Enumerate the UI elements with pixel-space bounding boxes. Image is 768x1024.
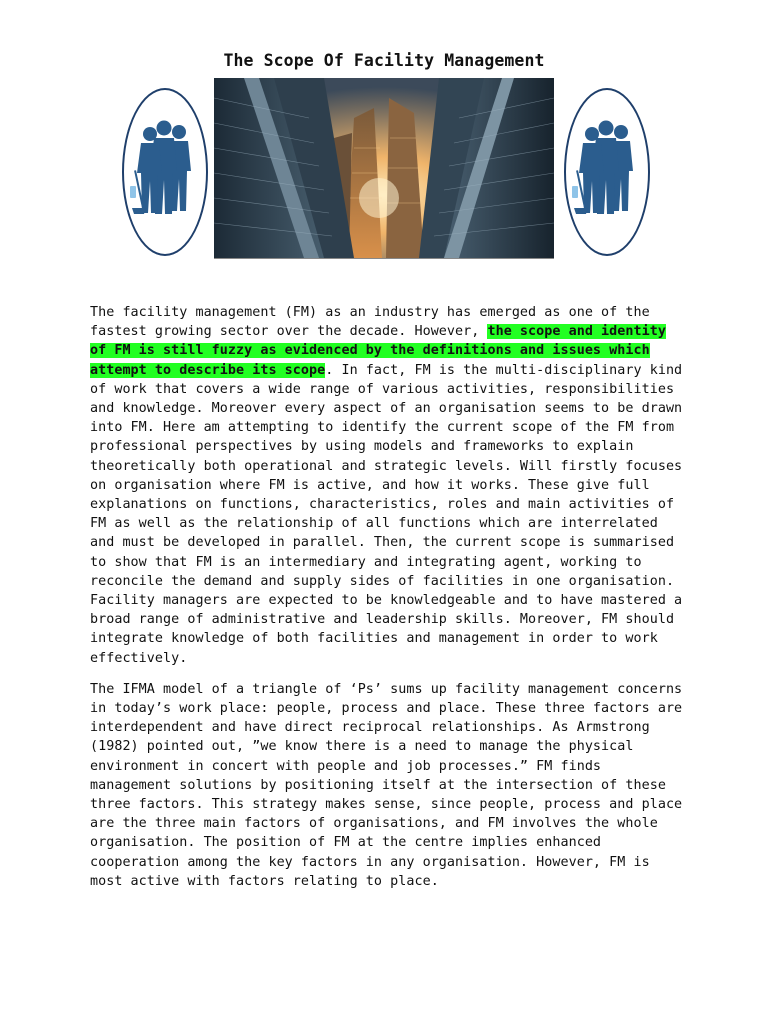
- cleaning-staff-icon: [124, 90, 206, 254]
- logo-left: [122, 88, 208, 256]
- paragraph-text: The facility management (FM) as an industry has emerged as one of the fastest growing sector over the decade. However,: [90, 305, 650, 340]
- page-title: The Scope Of Facility Management: [223, 51, 545, 71]
- hero-image: [214, 78, 554, 258]
- city-skyscrapers-photo: [214, 78, 554, 258]
- highlighted-text: the scope and identity of FM is still fuzzy as evidenced by the definitions and issues which attempt to describe its scope: [90, 324, 666, 378]
- paragraph-text: . In fact, FM is the multi-disciplinary kind of work that covers a wide range of various activities, responsibilities and knowledge. Moreover every aspect of an organisation seems to be drawn into FM. Here am attempting to identify the current scope of the FM from professional perspectives by using models and frameworks to explain theoretically both operational and strategic levels. Will firstly focuses on organisation where FM is active, and how it works. These give full explanations on functions, characteristics, roles and main activities of FM as well as the relationship of all functions which are interrelated and must be developed in parallel. Then, the current scope is summarised to show that FM is an intermediary and integrating agent, working to reconcile the demand and supply sides of facilities in one organisation. Facility managers are expected to be knowledgeable and to have mastered a broad range of administrative and leadership skills. Moreover, FM should integrate knowledge of both facilities and management in order to work effectively.: [90, 362, 683, 666]
- paragraph: [90, 303, 690, 668]
- paragraph: The IFMA model of a triangle of ‘Ps’ sums up facility management concerns in today’s work place: people, process and place. These three factors are interdependent and have direct reciprocal relationships. As Armstrong (1982) pointed out, ”we know there is a need to manage the physical environment in concert with people and job processes.” FM finds management solutions by positioning itself at the intersection of these three factors. This strategy makes sense, since people, process and place are the three main factors of organisations, and FM involves the whole organisation. The position of FM at the centre implies enhanced cooperation among the key factors in any organisation. However, FM is most active with factors relating to place.: [90, 681, 683, 889]
- logo-right: [564, 88, 650, 256]
- body-text: [90, 303, 690, 903]
- cleaning-staff-icon: [566, 90, 648, 254]
